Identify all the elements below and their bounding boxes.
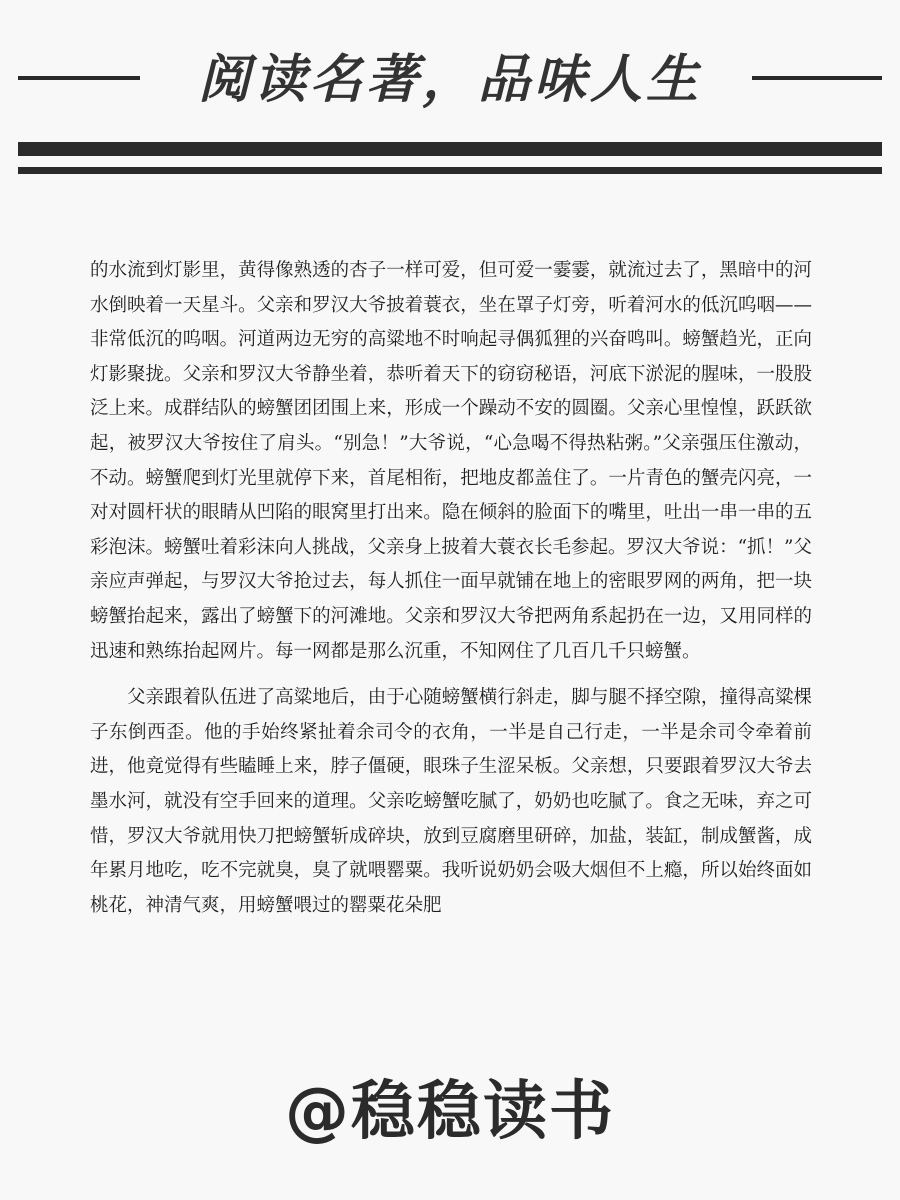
paragraph-1: 的水流到灯影里，黄得像熟透的杏子一样可爱，但可爱一霎霎，就流过去了，黑暗中的河水倒映着一天星斗。父亲和罗汉大爷披着蓑衣，坐在罩子灯旁，听着河水的低沉呜咽——非常低沉的呜咽。河道两边无穷的高粱地不时响起寻偶狐狸的兴奋鸣叫。螃蟹趋光，正向灯影聚拢。父亲和罗汉大爷静坐着，恭听着天下的窃窃秘语，河底下淤泥的腥味，一股股泛上来。成群结队的螃蟹团团围上来，形成一个躁动不安的圆圈。父亲心里惶惶，跃跃欲起，被罗汉大爷按住了肩头。“别急！”大爷说，“心急喝不得热粘粥。”父亲强压住激动，不动。螃蟹爬到灯光里就停下来，首尾相衔，把地皮都盖住了。一片青色的蟹壳闪亮，一对对圆杆状的眼睛从凹陷的眼窝里打出来。隐在倾斜的脸面下的嘴里，吐出一串一串的五彩泡沫。螃蟹吐着彩沫向人挑战，父亲身上披着大蓑衣长毛参起。罗汉大爷说：“抓！”父亲应声弹起，与罗汉大爷抢过去，每人抓住一面早就铺在地上的密眼罗网的两角，把一块螃蟹抬起来，露出了螃蟹下的河滩地。父亲和罗汉大爷把两角系起扔在一边，又用同样的迅速和熟练抬起网片。每一网都是那么沉重，不知网住了几百几千只螃蟹。 (90, 260, 812, 662)
paragraph-2: 父亲跟着队伍进了高粱地后，由于心随螃蟹横行斜走，脚与腿不择空隙，撞得高粱棵子东倒西歪。他的手始终紧扯着余司令的衣角，一半是自己行走，一半是余司令牵着前进，他竟觉得有些瞌睡上来，脖子僵硬，眼珠子生涩呆板。父亲想，只要跟着罗汉大爷去墨水河，就没有空手回来的道理。父亲吃螃蟹吃腻了，奶奶也吃腻了。食之无味，弃之可惜，罗汉大爷就用快刀把螃蟹斩成碎块，放到豆腐磨里研碎，加盐，装缸，制成蟹酱，成年累月地吃，吃不完就臭，臭了就喂罂粟。我听说奶奶会吸大烟但不上瘾，所以始终面如桃花，神清气爽，用螃蟹喂过的罂粟花朵肥 (90, 687, 812, 916)
header-band-thick (18, 142, 882, 156)
watermark-handle: @稳稳读书 (285, 1075, 615, 1149)
header-banner (0, 40, 900, 120)
page-title: 阅读名著，品味人生 (197, 50, 702, 110)
article-body (90, 254, 812, 923)
header-rule-left (18, 76, 140, 80)
header-rule-right (752, 76, 882, 80)
header-band-thin (18, 167, 882, 174)
